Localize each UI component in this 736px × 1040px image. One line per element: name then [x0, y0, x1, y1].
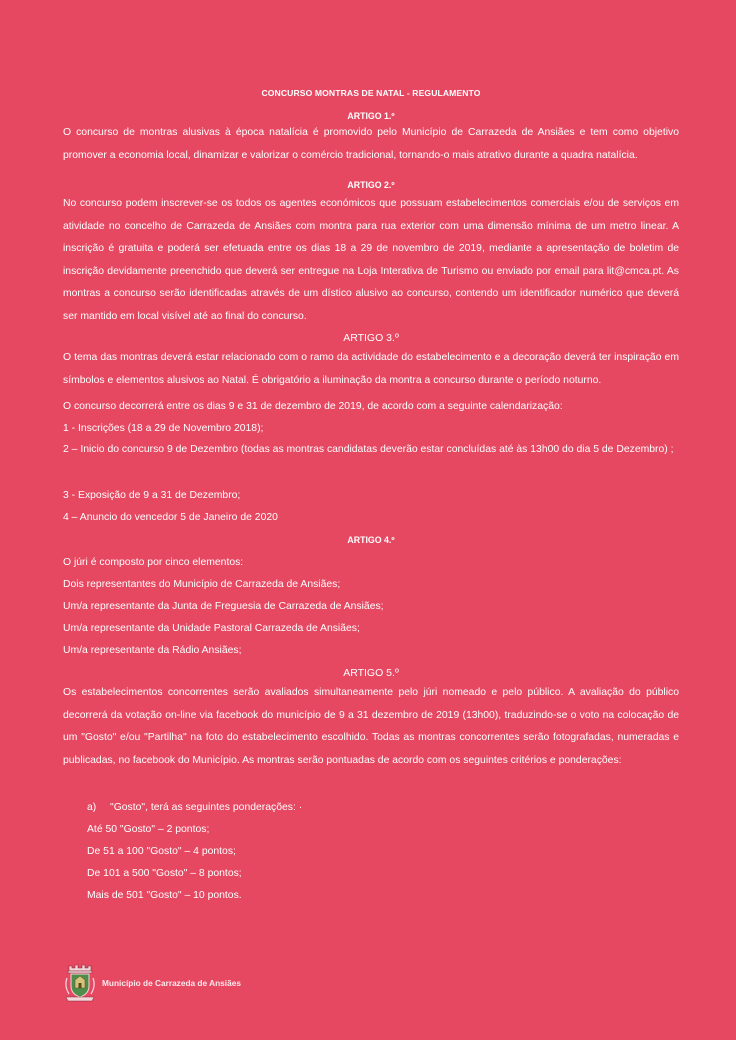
calendar-item: 1 - Inscrições (18 a 29 de Novembro 2018);	[63, 423, 264, 434]
jury-line: O júri é composto por cinco elementos:	[63, 557, 244, 568]
article-1-heading: ARTIGO 1.º	[347, 111, 395, 121]
jury-line: Um/a representante da Rádio Ansiães;	[63, 645, 242, 656]
article-2-text: No concurso podem inscrever-se os todos os agentes económicos que possuam estabelecimentos comerciais e/ou de serviços em atividade no concelho de Carrazeda de Ansiães com montra para rua exterior com uma dimensão mínima de um metro linear. A inscrição é gratuita e poderá ser efetuada entre os dias 18 a 29 de novembro de 2019, mediante a apresentação de boletim de inscrição devidamente preenchido que deverá ser entregue na Loja Interativa de Turismo ou enviado por email para lit@cmca.pt. As montras a concurso serão identificadas através de um dístico alusivo ao concurso, contendo um identificador numérico que deverá ser mantido em local visível até ao final do concurso.	[63, 198, 679, 322]
article-3-heading: ARTIGO 3.º	[343, 332, 399, 344]
jury-line: Um/a representante da Unidade Pastoral Carrazeda de Ansiães;	[63, 623, 360, 634]
sub-marker: a)	[87, 802, 97, 813]
article-5-heading: ARTIGO 5.º	[343, 667, 399, 679]
article-1-text: O concurso de montras alusivas à época natalícia é promovido pelo Município de Carrazeda de Ansiães e tem como objetivo promover a economia local, dinamizar e valorizar o comércio tradicional, tornando-o mais atrativo durante a quadra natalícia.	[63, 127, 679, 161]
calendar-item: 4 – Anuncio do vencedor 5 de Janeiro de 2020	[63, 512, 278, 523]
points-line: De 51 a 100 "Gosto" – 4 pontos;	[87, 846, 236, 857]
article-4-heading: ARTIGO 4.º	[347, 535, 395, 545]
article-5-text: Os estabelecimentos concorrentes serão avaliados simultaneamente pelo júri nomeado e pelo público. A avaliação do público decorrerá da votação on-line via facebook do município de 9 a 31 dezembro de 2019 (13h00), traduzindo-se o voto na colocação de um "Gosto" e/ou "Partilha" na foto do estabelecimento escolhido. Todas as montras concorrentes serão fotografadas, numeradas e publicadas, no facebook do Município. As montras serão pontuadas de acordo com os seguintes critérios e ponderações:	[63, 687, 679, 766]
points-line: Mais de 501 "Gosto" – 10 pontos.	[87, 890, 242, 901]
document-title: CONCURSO MONTRAS DE NATAL - REGULAMENTO	[261, 88, 481, 98]
article-3-intro: O concurso decorrerá entre os dias 9 e 31 de dezembro de 2019, de acordo com a seguinte calendarização:	[63, 401, 563, 412]
points-line: De 101 a 500 "Gosto" – 8 pontos;	[87, 868, 242, 879]
jury-line: Um/a representante da Junta de Freguesia de Carrazeda de Ansiães;	[63, 601, 384, 612]
article-3-text: O tema das montras deverá estar relacionado com o ramo da actividade do estabelecimento e a decoração deverá ter inspiração em símbolos e elementos alusivos ao Natal. É obrigatório a iluminação da montra a concurso durante o período noturno.	[63, 352, 679, 386]
sub-label: "Gosto", terá as seguintes ponderações: ·	[110, 802, 303, 813]
points-line: Até 50 "Gosto" – 2 pontos;	[87, 824, 210, 835]
article-2-heading: ARTIGO 2.º	[347, 180, 395, 190]
calendar-item: 3 - Exposição de 9 a 31 de Dezembro;	[63, 490, 241, 501]
calendar-item: 2 – Inicio do concurso 9 de Dezembro (todas as montras candidatas deverão estar concluídas até às 13h00 do dia 5 de Dezembro) ;	[63, 444, 674, 455]
jury-line: Dois representantes do Município de Carrazeda de Ansiães;	[63, 579, 341, 590]
footer-org-name: Município de Carrazeda de Ansiães	[102, 978, 241, 988]
municipal-crest-icon	[63, 962, 97, 1002]
